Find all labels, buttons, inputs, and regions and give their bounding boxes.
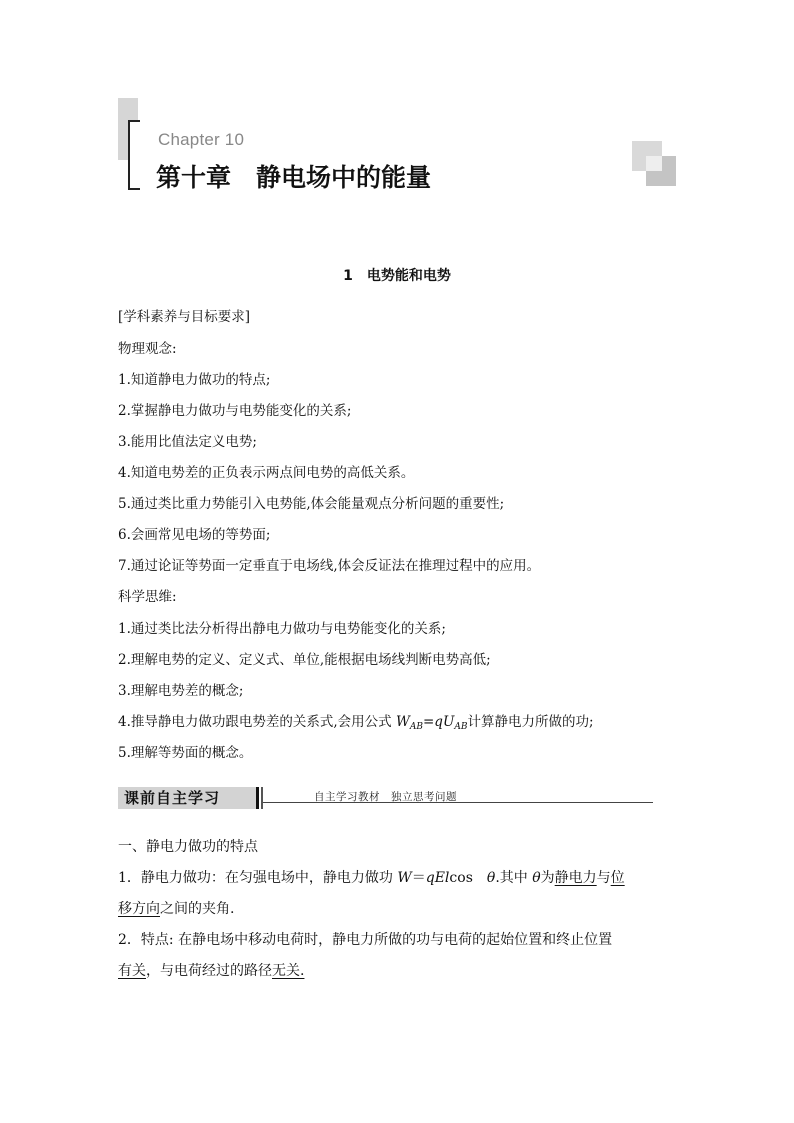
- underlined-answer: 有关: [118, 963, 146, 979]
- underlined-answer: 静电力: [554, 870, 597, 886]
- formula-eq: =: [422, 714, 435, 730]
- formula-sub: AB: [409, 722, 423, 732]
- formula-eq: ＝: [411, 870, 426, 886]
- list-item: 3.理解电势差的概念;: [118, 683, 244, 699]
- chapter-title: 第十章 静电场中的能量: [156, 163, 432, 192]
- formula-text: 计算静电力所做的功;: [467, 714, 594, 730]
- underlined-answer: 无关.: [272, 963, 305, 979]
- list-item: 2.掌握静电力做功与电势能变化的关系;: [118, 403, 352, 419]
- list-item: 1.知道静电力做功的特点;: [118, 372, 271, 388]
- paragraph-line: [118, 899, 234, 919]
- text: 1．静电力做功：在匀强电场中，静电力做功: [118, 870, 398, 886]
- physics-label: 物理观念:: [118, 341, 177, 357]
- formula-var: qEl: [425, 870, 450, 886]
- text: ，与电荷经过的路径: [146, 963, 272, 979]
- paragraph-line: [118, 961, 304, 981]
- paragraph-line: [118, 868, 625, 888]
- list-item: 2.理解电势的定义、定义式、单位,能根据电场线判断电势高低;: [118, 652, 491, 668]
- decorative-square: [646, 156, 662, 171]
- text: 之间的夹角.: [160, 901, 235, 917]
- list-item: 5.通过类比重力势能引入电势能,体会能量观点分析问题的重要性;: [118, 496, 505, 512]
- decorative-bracket: [128, 120, 140, 190]
- list-item: 7.通过论证等势面一定垂直于电场线,体会反证法在推理过程中的应用。: [118, 558, 541, 574]
- formula-var: q: [434, 714, 443, 730]
- banner-divider: [261, 787, 263, 809]
- banner-subtitle: 自主学习教材 独立思考问题: [314, 791, 457, 803]
- chapter-label: Chapter 10: [158, 130, 245, 149]
- text: 与: [596, 870, 611, 886]
- text: .其中: [495, 870, 533, 886]
- list-item: 4.知道电势差的正负表示两点间电势的高低关系。: [118, 465, 415, 481]
- formula-var: U: [442, 714, 455, 730]
- goals-heading: [学科素养与目标要求]: [118, 309, 251, 325]
- list-item: 3.能用比值法定义电势;: [118, 434, 257, 450]
- underlined-answer: 移方向: [118, 901, 160, 917]
- formula-func: cos: [449, 870, 487, 886]
- formula-text: 4.推导静电力做功跟电势差的关系式,会用公式: [118, 714, 396, 730]
- content-heading: 一、静电力做功的特点: [118, 839, 258, 855]
- formula-sub: AB: [454, 722, 468, 732]
- formula-var: θ: [532, 870, 541, 886]
- list-item: 5.理解等势面的概念。: [118, 745, 253, 761]
- paragraph-line: 2．特点: 在静电场中移动电荷时，静电力所做的功与电荷的起始位置和终止位置: [118, 932, 613, 948]
- formula-var: θ: [486, 870, 496, 886]
- section-title: 1 电势能和电势: [343, 268, 451, 284]
- thinking-label: 科学思维:: [118, 589, 177, 605]
- list-item: 1.通过类比法分析得出静电力做功与电势能变化的关系;: [118, 621, 446, 637]
- banner-title: 课前自主学习: [124, 789, 221, 807]
- underlined-answer: 位: [610, 870, 625, 886]
- formula-var: W: [397, 870, 412, 886]
- list-item: [118, 712, 594, 737]
- banner-divider: [256, 787, 259, 809]
- text: 为: [540, 870, 555, 886]
- formula-var: W: [395, 714, 410, 730]
- list-item: 6.会画常见电场的等势面;: [118, 527, 271, 543]
